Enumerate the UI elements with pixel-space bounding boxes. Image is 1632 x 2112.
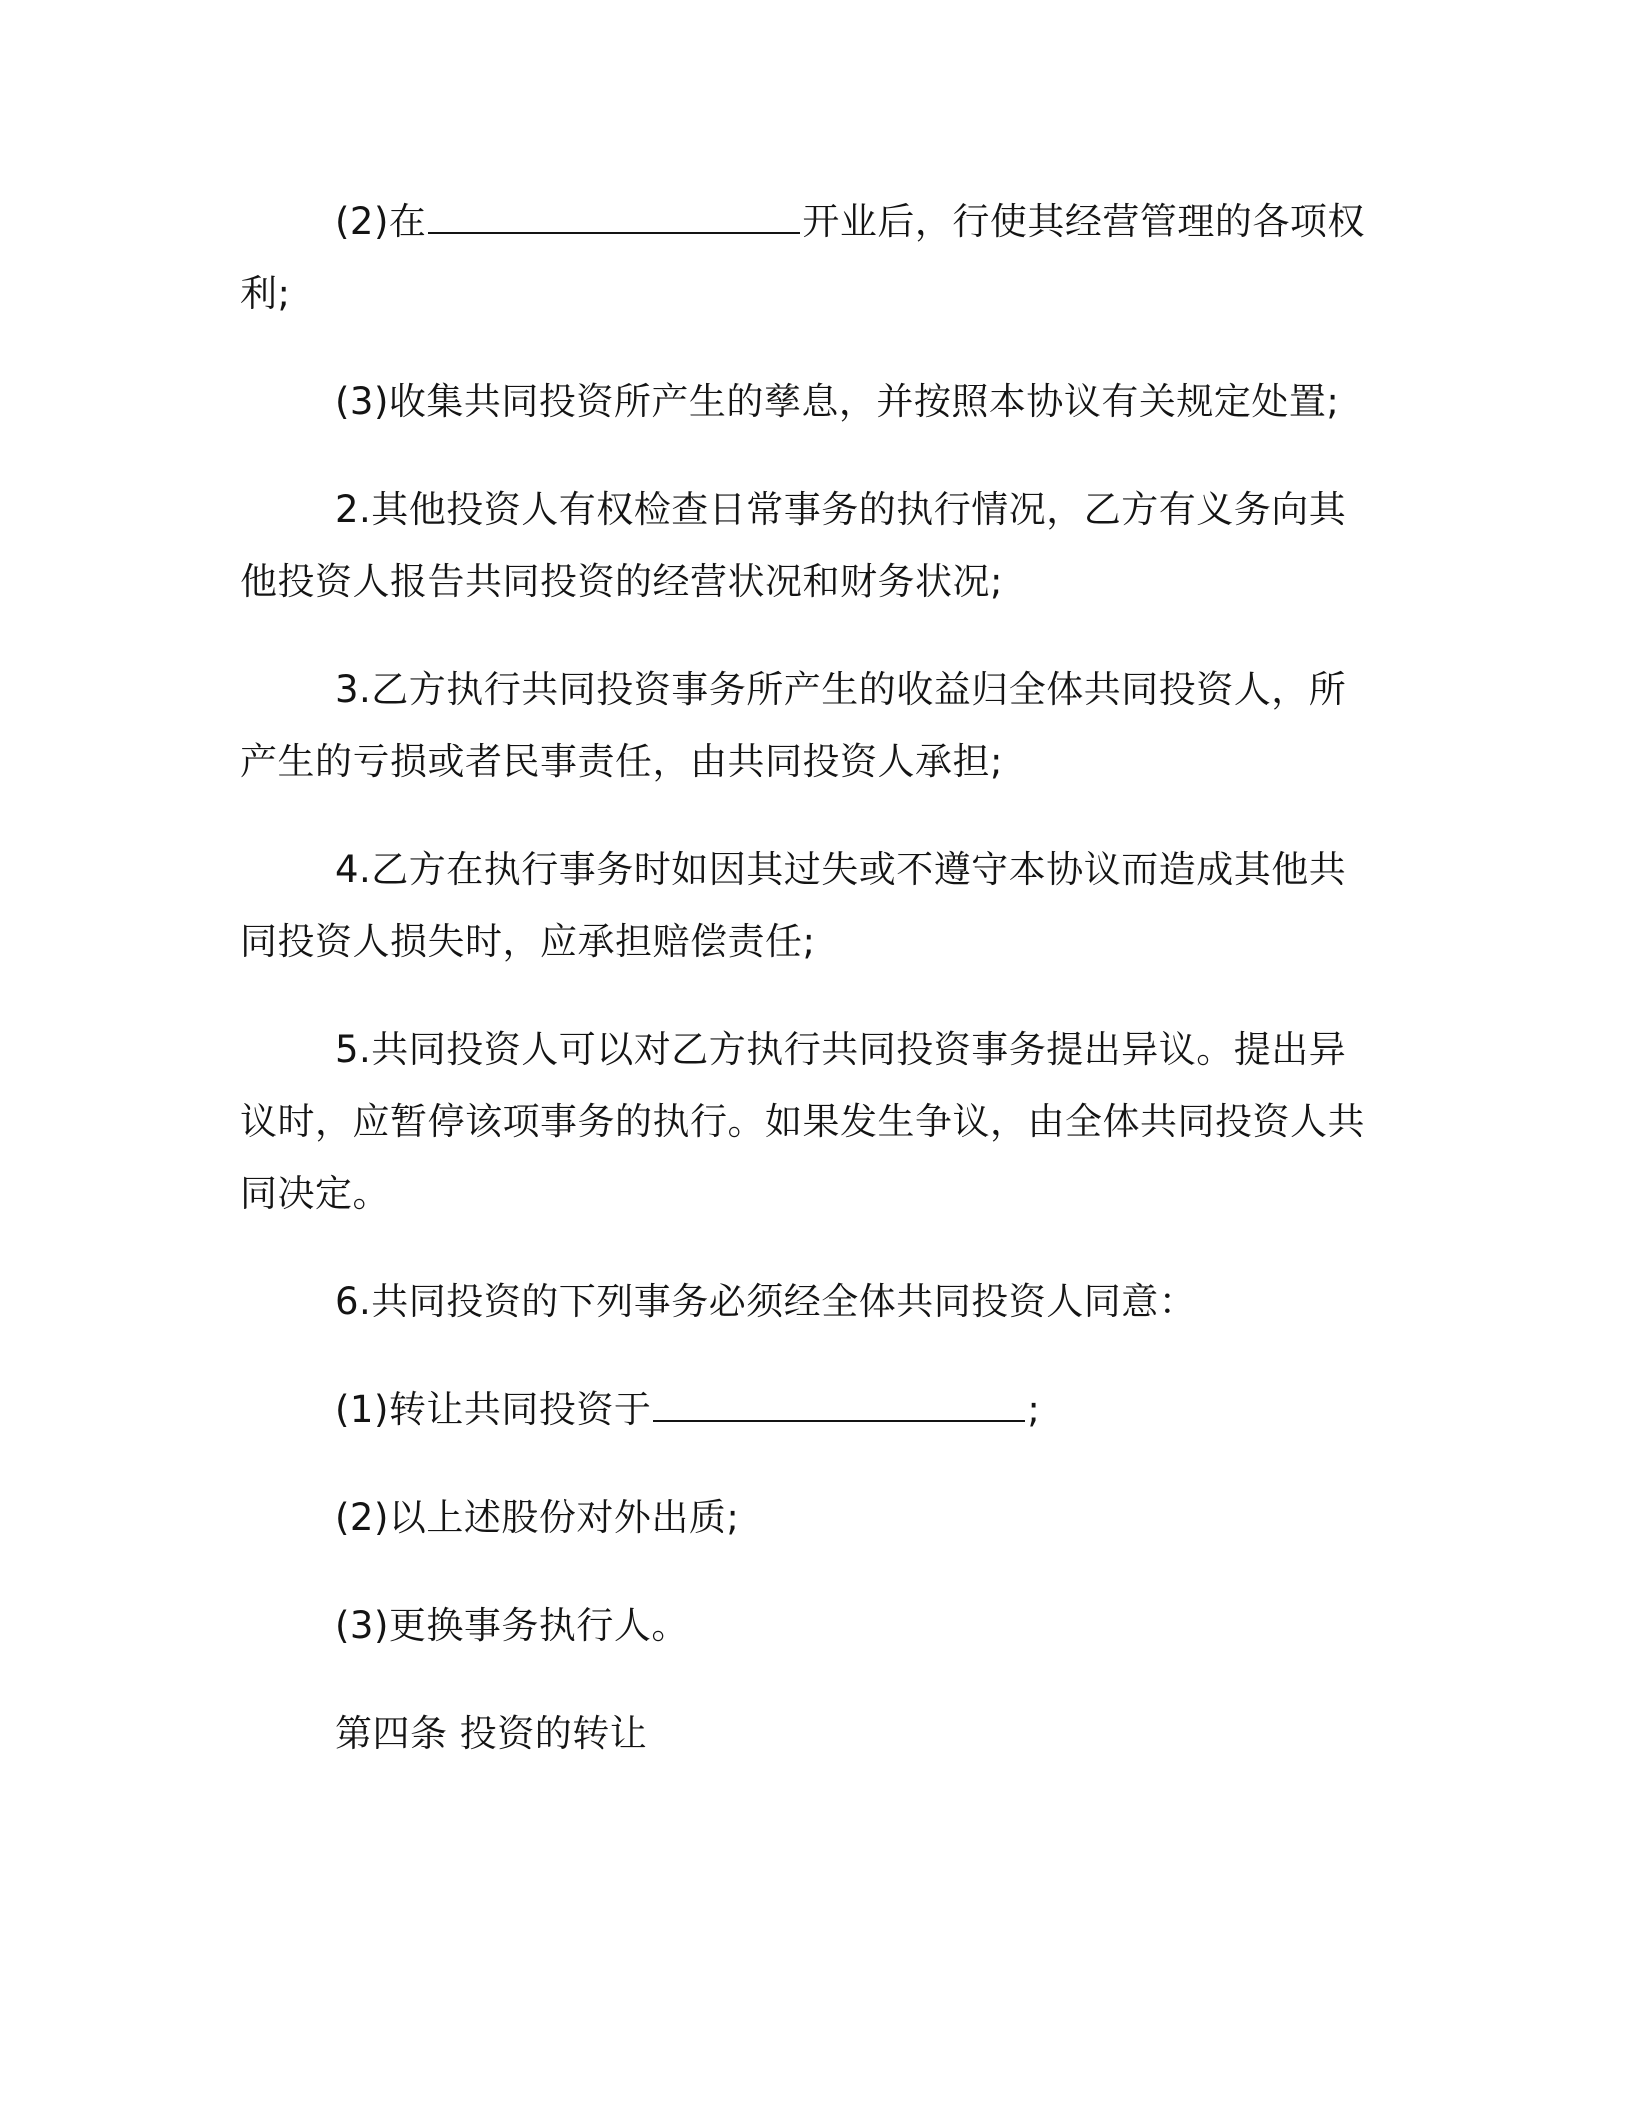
paragraph-rights-after-opening bbox=[240, 186, 1370, 330]
paragraph-text-after-blank: ; bbox=[1027, 1388, 1041, 1431]
paragraph-text-before-blank: (2)在 bbox=[335, 200, 427, 243]
paragraph-clause-3: 3.乙方执行共同投资事务所产生的收益归全体共同投资人，所产生的亏损或者民事责任，由共同投资人承担; bbox=[240, 668, 1347, 783]
paragraph-replace-executor: (3)更换事务执行人。 bbox=[335, 1604, 689, 1647]
paragraph-clause-5: 5.共同投资人可以对乙方执行共同投资事务提出异议。提出异议时，应暂停该项事务的执行。如果发生争议，由全体共同投资人共同决定。 bbox=[240, 1028, 1365, 1215]
document-body bbox=[240, 186, 1370, 1806]
section-heading-article-4: 第四条 投资的转让 bbox=[335, 1712, 648, 1755]
paragraph-text-before-blank: (1)转让共同投资于 bbox=[335, 1388, 652, 1431]
paragraph-collect-fruits: (3)收集共同投资所产生的孳息，并按照本协议有关规定处置; bbox=[335, 380, 1340, 423]
paragraph-pledge-shares: (2)以上述股份对外出质; bbox=[335, 1496, 740, 1539]
paragraph-clause-2: 2.其他投资人有权检查日常事务的执行情况，乙方有义务向其他投资人报告共同投资的经营状况和财务状况; bbox=[240, 488, 1347, 603]
fill-in-blank-line bbox=[653, 1390, 1025, 1422]
paragraph-text-after-blank: 开业后，行使其经营管理的各项权利; bbox=[240, 200, 1365, 315]
paragraph-transfer-investment bbox=[240, 1374, 1370, 1446]
paragraph-clause-6: 6.共同投资的下列事务必须经全体共同投资人同意： bbox=[335, 1280, 1197, 1323]
paragraph-clause-4: 4.乙方在执行事务时如因其过失或不遵守本协议而造成其他共同投资人损失时，应承担赔偿责任; bbox=[240, 848, 1347, 963]
fill-in-blank-line bbox=[428, 202, 800, 234]
